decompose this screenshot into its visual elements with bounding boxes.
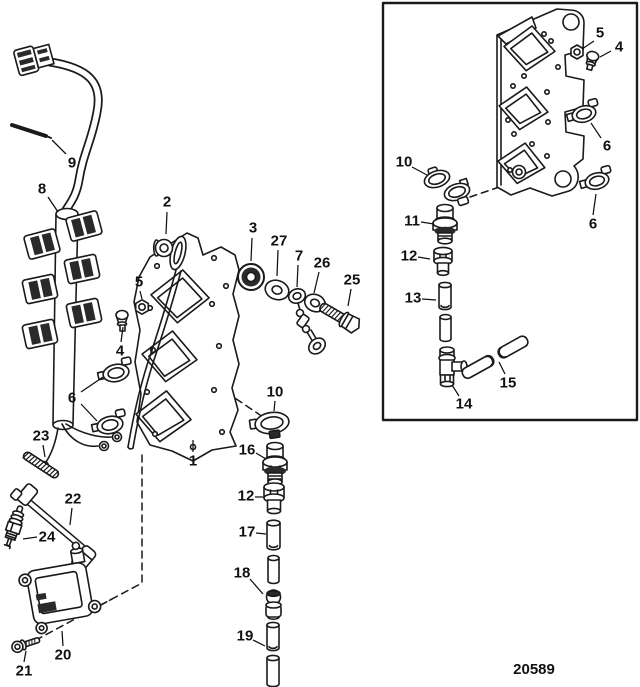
callout-leader	[348, 289, 351, 306]
callout-leader	[48, 197, 58, 212]
harness-connector	[66, 298, 102, 328]
callout-number: 3	[248, 219, 258, 237]
callout-number: 8	[37, 180, 47, 198]
callout-leader	[452, 385, 459, 396]
part-9-pin	[12, 125, 51, 138]
part-2-grommet	[154, 240, 173, 257]
callout-number: 2	[162, 193, 172, 211]
callout-number: 12	[400, 247, 418, 265]
callout-number: 11	[404, 212, 420, 230]
callout-number: 6	[67, 389, 77, 407]
callout-number: 22	[64, 490, 82, 508]
callout-number: 7	[294, 247, 304, 265]
callout-number: 25	[343, 271, 361, 289]
part-16-sensor	[263, 443, 287, 486]
callout-number: 14	[455, 395, 473, 413]
callout-leader	[251, 238, 252, 261]
figure-number: 20589	[513, 661, 555, 678]
part-10-clamp	[249, 410, 291, 441]
callout-number: 26	[313, 254, 331, 272]
part-5-nut-inset	[571, 45, 583, 59]
callout-number: 23	[32, 427, 50, 445]
callout-leader	[421, 222, 434, 224]
part-23-stud	[22, 451, 60, 479]
callout-leader	[166, 212, 167, 234]
callout-leader	[499, 362, 505, 374]
callout-number: 6	[588, 215, 598, 233]
callout-number: 10	[266, 383, 284, 401]
part-6-clamp-inset	[577, 165, 614, 193]
callout-leader	[52, 140, 66, 154]
callout-number: 6	[602, 137, 612, 155]
part-19-tube-lower	[267, 655, 279, 686]
callout-leader	[23, 537, 37, 539]
part-4-screw	[116, 311, 128, 332]
part-6-clamp	[96, 357, 135, 385]
callout-number: 4	[614, 38, 624, 56]
callout-leader	[43, 445, 45, 457]
callout-leader	[297, 265, 298, 287]
callout-leader	[418, 257, 430, 259]
part-10-clamp-inset	[421, 164, 474, 210]
callout-number: 1	[188, 452, 198, 470]
callout-leader	[277, 250, 278, 276]
callout-leader	[422, 299, 436, 300]
callout-leader	[81, 404, 97, 421]
callout-leader	[70, 508, 72, 525]
callout-number: 13	[404, 289, 422, 307]
callout-number: 21	[15, 662, 33, 680]
callout-leader	[62, 631, 63, 646]
part-15-tubes-inset	[460, 334, 529, 380]
callout-number: 16	[238, 441, 256, 459]
callout-leader	[593, 194, 596, 215]
part-18-fitting	[266, 590, 281, 619]
callout-leader	[250, 579, 263, 594]
part-3-bushing	[238, 264, 264, 290]
callout-number: 20	[54, 646, 72, 664]
part-19-tube	[267, 622, 279, 650]
callout-number: 5	[595, 24, 605, 42]
callout-number: 27	[270, 232, 288, 250]
part-27-washer	[263, 277, 292, 302]
part-17-tube-lower	[268, 556, 279, 584]
part-24-spark-plug	[1, 504, 28, 550]
callout-leader	[256, 453, 266, 459]
harness-connector	[22, 274, 58, 304]
part-5-nut	[136, 300, 149, 314]
callout-number: 18	[233, 564, 251, 582]
part-12-fitting-inset	[434, 247, 452, 275]
callout-leader	[253, 640, 265, 646]
callout-leader	[81, 377, 103, 392]
callout-number: 15	[499, 374, 517, 392]
callout-number: 17	[238, 523, 256, 541]
part-14-t-fitting-inset	[439, 347, 467, 387]
callout-number: 10	[395, 153, 413, 171]
part-25-bolt	[317, 299, 363, 335]
part-12-fitting	[264, 483, 284, 514]
part-1-bracket-plate	[131, 233, 239, 461]
callout-leader	[274, 401, 275, 411]
callout-number: 12	[237, 487, 255, 505]
callout-leader	[591, 123, 601, 138]
callout-number: 4	[115, 342, 125, 360]
callout-number: 9	[67, 154, 77, 172]
part-13-tube-inset	[439, 282, 451, 341]
callout-number: 24	[38, 528, 56, 546]
part-21-screw	[11, 634, 42, 653]
callout-leader	[314, 272, 319, 293]
callout-leader	[412, 167, 427, 175]
part-6-clamp	[90, 409, 129, 437]
callout-leader	[24, 651, 26, 662]
inset-bracket-plate	[494, 9, 584, 196]
callout-number: 5	[134, 273, 144, 291]
part-4-screw-inset	[583, 50, 599, 71]
callout-leader	[256, 533, 266, 534]
harness-connector	[22, 319, 58, 349]
callout-leader	[600, 51, 611, 57]
part-11-sensor-inset	[433, 205, 457, 244]
harness-connector	[64, 254, 100, 284]
callout-number: 19	[236, 627, 254, 645]
part-17-tube	[267, 520, 280, 550]
